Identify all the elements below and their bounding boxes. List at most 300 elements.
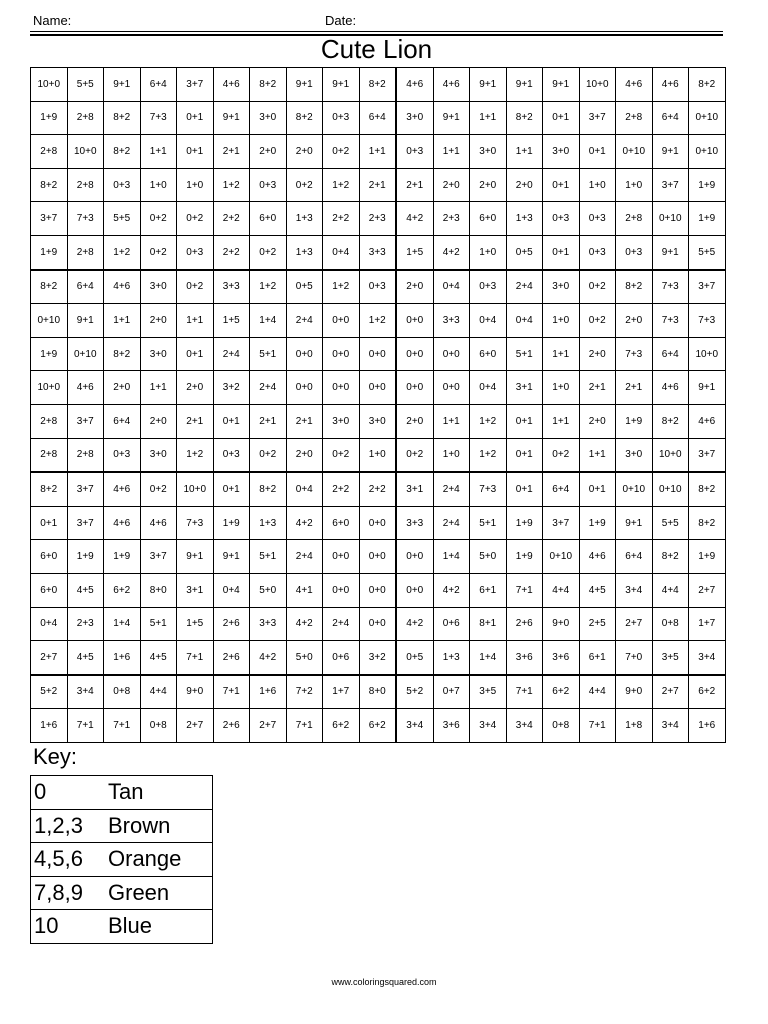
grid-cell: 2+0 — [616, 304, 653, 338]
grid-cell: 3+0 — [543, 135, 580, 169]
grid-cell: 0+0 — [323, 573, 360, 607]
grid-cell: 3+6 — [433, 709, 470, 743]
grid-cell: 1+9 — [689, 202, 726, 236]
grid-cell: 0+10 — [689, 135, 726, 169]
grid-cell: 0+0 — [396, 304, 433, 338]
grid-cell: 1+4 — [250, 304, 287, 338]
grid-cell: 0+6 — [323, 641, 360, 675]
grid-cell: 1+6 — [250, 675, 287, 709]
grid-cell: 8+2 — [104, 101, 141, 135]
key-values: 0 — [31, 776, 109, 810]
grid-cell: 2+7 — [616, 607, 653, 641]
grid-cell: 0+1 — [543, 101, 580, 135]
grid-cell: 10+0 — [177, 472, 214, 506]
grid-cell: 9+1 — [177, 540, 214, 574]
grid-cell: 5+1 — [506, 337, 543, 371]
grid-cell: 1+0 — [543, 304, 580, 338]
grid-cell: 7+1 — [286, 709, 323, 743]
grid-cell: 9+1 — [506, 68, 543, 102]
grid-cell: 1+3 — [433, 641, 470, 675]
grid-cell: 0+5 — [286, 270, 323, 304]
grid-cell: 5+5 — [67, 68, 104, 102]
grid-cell: 4+6 — [652, 371, 689, 405]
grid-cell: 0+0 — [359, 540, 396, 574]
grid-cell: 0+0 — [396, 573, 433, 607]
grid-cell: 9+1 — [433, 101, 470, 135]
grid-cell: 2+6 — [213, 607, 250, 641]
grid-cell: 0+7 — [433, 675, 470, 709]
grid-cell: 2+0 — [140, 404, 177, 438]
grid-cell: 1+1 — [470, 101, 507, 135]
grid-cell: 10+0 — [31, 371, 68, 405]
grid-cell: 2+4 — [286, 540, 323, 574]
grid-cell: 0+6 — [433, 607, 470, 641]
grid-cell: 4+2 — [286, 607, 323, 641]
grid-cell: 0+2 — [579, 304, 616, 338]
grid-cell: 2+0 — [579, 337, 616, 371]
grid-cell: 8+2 — [689, 472, 726, 506]
grid-cell: 0+3 — [579, 202, 616, 236]
grid-cell: 1+2 — [250, 270, 287, 304]
grid-cell: 3+0 — [359, 404, 396, 438]
grid-row — [31, 641, 726, 675]
grid-row — [31, 68, 726, 102]
grid-cell: 0+0 — [433, 337, 470, 371]
grid-cell: 0+8 — [104, 675, 141, 709]
grid-cell: 2+1 — [177, 404, 214, 438]
grid-row — [31, 472, 726, 506]
grid-cell: 9+1 — [470, 68, 507, 102]
grid-cell: 2+1 — [250, 404, 287, 438]
grid-cell: 2+3 — [67, 607, 104, 641]
grid-cell: 3+7 — [177, 68, 214, 102]
grid-cell: 4+1 — [286, 573, 323, 607]
grid-cell: 0+1 — [543, 235, 580, 269]
grid-row — [31, 135, 726, 169]
grid-cell: 2+7 — [689, 573, 726, 607]
grid-cell: 2+0 — [286, 438, 323, 472]
grid-cell: 1+0 — [359, 438, 396, 472]
grid-cell: 0+5 — [396, 641, 433, 675]
worksheet-title: Cute Lion — [320, 34, 433, 64]
grid-cell: 0+2 — [177, 202, 214, 236]
grid-cell: 0+0 — [286, 371, 323, 405]
grid-row — [31, 573, 726, 607]
key-row — [31, 876, 213, 910]
key-row — [31, 809, 213, 843]
name-label: Name: — [33, 13, 72, 28]
grid-cell: 2+6 — [506, 607, 543, 641]
key-label: Key: — [33, 744, 78, 769]
grid-cell: 1+9 — [689, 168, 726, 202]
grid-cell: 1+5 — [177, 607, 214, 641]
grid-cell: 2+4 — [506, 270, 543, 304]
grid-row — [31, 675, 726, 709]
grid-cell: 10+0 — [689, 337, 726, 371]
grid-cell: 0+1 — [31, 506, 68, 540]
grid-cell: 0+0 — [396, 540, 433, 574]
grid-cell: 0+0 — [359, 371, 396, 405]
color-key-table — [30, 775, 213, 944]
key-color: Tan — [108, 776, 213, 810]
grid-cell: 2+0 — [396, 404, 433, 438]
grid-cell: 3+5 — [652, 641, 689, 675]
grid-cell: 2+0 — [286, 135, 323, 169]
grid-cell: 6+0 — [31, 540, 68, 574]
grid-cell: 3+0 — [470, 135, 507, 169]
grid-cell: 7+3 — [652, 304, 689, 338]
grid-cell: 2+0 — [579, 404, 616, 438]
grid-cell: 6+1 — [579, 641, 616, 675]
grid-cell: 3+0 — [250, 101, 287, 135]
grid-cell: 4+6 — [104, 270, 141, 304]
grid-cell: 1+4 — [470, 641, 507, 675]
grid-cell: 5+5 — [652, 506, 689, 540]
grid-cell: 8+2 — [31, 270, 68, 304]
grid-cell: 4+6 — [213, 68, 250, 102]
grid-cell: 3+7 — [140, 540, 177, 574]
grid-cell: 1+2 — [470, 438, 507, 472]
grid-cell: 4+2 — [396, 202, 433, 236]
grid-cell: 2+1 — [359, 168, 396, 202]
grid-cell: 8+2 — [104, 337, 141, 371]
grid-cell: 7+3 — [140, 101, 177, 135]
grid-cell: 8+2 — [652, 404, 689, 438]
grid-cell: 2+7 — [177, 709, 214, 743]
grid-cell: 8+2 — [616, 270, 653, 304]
grid-cell: 7+1 — [579, 709, 616, 743]
grid-cell: 2+0 — [433, 168, 470, 202]
key-values: 1,2,3 — [31, 809, 109, 843]
grid-cell: 1+9 — [31, 337, 68, 371]
grid-cell: 6+2 — [689, 675, 726, 709]
grid-cell: 1+2 — [213, 168, 250, 202]
grid-cell: 0+2 — [140, 472, 177, 506]
grid-cell: 9+1 — [67, 304, 104, 338]
grid-cell: 1+5 — [396, 235, 433, 269]
grid-cell: 8+2 — [689, 68, 726, 102]
grid-cell: 0+2 — [250, 438, 287, 472]
grid-cell: 3+1 — [396, 472, 433, 506]
grid-cell: 2+0 — [470, 168, 507, 202]
grid-cell: 1+0 — [177, 168, 214, 202]
grid-cell: 7+1 — [67, 709, 104, 743]
grid-cell: 4+6 — [652, 68, 689, 102]
grid-cell: 0+1 — [506, 438, 543, 472]
grid-cell: 2+4 — [250, 371, 287, 405]
grid-cell: 2+7 — [31, 641, 68, 675]
grid-cell: 0+3 — [470, 270, 507, 304]
grid-cell: 7+0 — [616, 641, 653, 675]
grid-cell: 5+0 — [470, 540, 507, 574]
grid-cell: 0+2 — [579, 270, 616, 304]
grid-cell: 0+10 — [616, 472, 653, 506]
grid-cell: 3+3 — [359, 235, 396, 269]
grid-cell: 3+4 — [652, 709, 689, 743]
grid-cell: 2+8 — [31, 404, 68, 438]
grid-cell: 2+0 — [177, 371, 214, 405]
grid-cell: 3+7 — [67, 506, 104, 540]
grid-cell: 2+3 — [359, 202, 396, 236]
grid-cell: 3+4 — [396, 709, 433, 743]
grid-cell: 7+1 — [177, 641, 214, 675]
grid-cell: 6+2 — [104, 573, 141, 607]
grid-cell: 3+7 — [579, 101, 616, 135]
grid-cell: 0+8 — [543, 709, 580, 743]
grid-cell: 2+0 — [396, 270, 433, 304]
grid-cell: 1+1 — [140, 371, 177, 405]
grid-row — [31, 270, 726, 304]
grid-cell: 3+6 — [506, 641, 543, 675]
grid-cell: 2+8 — [616, 202, 653, 236]
grid-cell: 2+0 — [140, 304, 177, 338]
grid-cell: 9+1 — [104, 68, 141, 102]
grid-cell: 0+3 — [104, 438, 141, 472]
grid-cell: 2+8 — [67, 101, 104, 135]
grid-cell: 7+2 — [286, 675, 323, 709]
grid-cell: 6+4 — [616, 540, 653, 574]
grid-cell: 3+3 — [213, 270, 250, 304]
grid-cell: 0+4 — [286, 472, 323, 506]
grid-cell: 7+1 — [213, 675, 250, 709]
grid-cell: 8+2 — [286, 101, 323, 135]
grid-cell: 1+8 — [616, 709, 653, 743]
grid-cell: 3+3 — [433, 304, 470, 338]
grid-cell: 0+3 — [616, 235, 653, 269]
grid-cell: 2+2 — [323, 202, 360, 236]
grid-cell: 1+1 — [579, 438, 616, 472]
grid-cell: 2+1 — [213, 135, 250, 169]
grid-cell: 1+1 — [359, 135, 396, 169]
grid-cell: 1+2 — [177, 438, 214, 472]
grid-cell: 10+0 — [31, 68, 68, 102]
grid-cell: 5+1 — [140, 607, 177, 641]
grid-cell: 0+0 — [433, 371, 470, 405]
grid-cell: 1+0 — [543, 371, 580, 405]
grid-cell: 6+0 — [470, 202, 507, 236]
grid-cell: 0+0 — [396, 337, 433, 371]
grid-cell: 1+9 — [616, 404, 653, 438]
grid-cell: 6+0 — [470, 337, 507, 371]
grid-cell: 3+6 — [543, 641, 580, 675]
grid-cell: 0+10 — [652, 202, 689, 236]
grid-cell: 9+0 — [177, 675, 214, 709]
grid-cell: 8+2 — [359, 68, 396, 102]
grid-cell: 9+1 — [652, 135, 689, 169]
grid-cell: 3+0 — [140, 438, 177, 472]
grid-cell: 4+4 — [579, 675, 616, 709]
grid-cell: 4+6 — [104, 472, 141, 506]
grid-cell: 4+6 — [689, 404, 726, 438]
grid-cell: 0+3 — [104, 168, 141, 202]
grid-cell: 0+3 — [579, 235, 616, 269]
grid-row — [31, 438, 726, 472]
grid-cell: 8+1 — [470, 607, 507, 641]
key-row — [31, 776, 213, 810]
grid-cell: 5+5 — [104, 202, 141, 236]
grid-row — [31, 337, 726, 371]
key-row — [31, 910, 213, 944]
grid-cell: 1+6 — [689, 709, 726, 743]
grid-cell: 2+6 — [213, 641, 250, 675]
grid-cell: 10+0 — [67, 135, 104, 169]
grid-cell: 4+2 — [433, 235, 470, 269]
grid-cell: 0+0 — [396, 371, 433, 405]
grid-row — [31, 101, 726, 135]
grid-cell: 3+2 — [359, 641, 396, 675]
grid-cell: 0+10 — [689, 101, 726, 135]
grid-cell: 2+2 — [323, 472, 360, 506]
grid-cell: 3+3 — [396, 506, 433, 540]
grid-cell: 3+4 — [67, 675, 104, 709]
grid-cell: 1+6 — [31, 709, 68, 743]
grid-cell: 6+4 — [652, 101, 689, 135]
grid-cell: 2+1 — [286, 404, 323, 438]
grid-cell: 0+4 — [31, 607, 68, 641]
grid-cell: 0+1 — [177, 337, 214, 371]
grid-cell: 3+7 — [67, 472, 104, 506]
grid-cell: 9+1 — [652, 235, 689, 269]
grid-cell: 0+10 — [652, 472, 689, 506]
header-rule — [30, 31, 723, 32]
grid-cell: 4+2 — [286, 506, 323, 540]
grid-cell: 2+8 — [31, 438, 68, 472]
grid-cell: 6+0 — [250, 202, 287, 236]
grid-cell: 2+4 — [433, 506, 470, 540]
grid-cell: 0+3 — [213, 438, 250, 472]
grid-cell: 6+2 — [359, 709, 396, 743]
grid-cell: 1+2 — [323, 168, 360, 202]
grid-cell: 0+0 — [323, 540, 360, 574]
grid-cell: 0+0 — [323, 304, 360, 338]
grid-cell: 8+2 — [250, 472, 287, 506]
grid-cell: 4+6 — [140, 506, 177, 540]
grid-cell: 0+4 — [433, 270, 470, 304]
grid-cell: 4+4 — [140, 675, 177, 709]
grid-cell: 0+3 — [250, 168, 287, 202]
grid-cell: 8+2 — [689, 506, 726, 540]
grid-cell: 0+0 — [359, 506, 396, 540]
grid-cell: 1+3 — [286, 202, 323, 236]
grid-cell: 4+6 — [104, 506, 141, 540]
grid-cell: 8+0 — [140, 573, 177, 607]
grid-cell: 3+0 — [616, 438, 653, 472]
grid-cell: 5+1 — [250, 540, 287, 574]
grid-cell: 0+2 — [323, 438, 360, 472]
grid-cell: 2+1 — [579, 371, 616, 405]
grid-cell: 2+4 — [323, 607, 360, 641]
grid-cell: 0+4 — [470, 304, 507, 338]
grid-cell: 4+2 — [433, 573, 470, 607]
grid-cell: 6+4 — [67, 270, 104, 304]
grid-cell: 8+2 — [250, 68, 287, 102]
key-values: 10 — [31, 910, 109, 944]
grid-cell: 0+4 — [213, 573, 250, 607]
grid-cell: 0+3 — [396, 135, 433, 169]
grid-cell: 9+1 — [323, 68, 360, 102]
grid-cell: 8+2 — [652, 540, 689, 574]
grid-cell: 3+0 — [323, 404, 360, 438]
grid-cell: 4+5 — [579, 573, 616, 607]
grid-cell: 0+0 — [359, 607, 396, 641]
grid-cell: 1+0 — [140, 168, 177, 202]
grid-cell: 4+5 — [140, 641, 177, 675]
grid-cell: 0+3 — [177, 235, 214, 269]
grid-cell: 1+2 — [104, 235, 141, 269]
grid-cell: 1+7 — [323, 675, 360, 709]
grid-cell: 3+1 — [177, 573, 214, 607]
grid-cell: 5+0 — [286, 641, 323, 675]
grid-cell: 5+2 — [396, 675, 433, 709]
grid-cell: 0+1 — [213, 472, 250, 506]
puzzle-grid — [30, 67, 726, 743]
grid-row — [31, 235, 726, 269]
key-color: Orange — [108, 843, 213, 877]
grid-cell: 0+2 — [286, 168, 323, 202]
grid-cell: 7+3 — [652, 270, 689, 304]
grid-cell: 1+0 — [433, 438, 470, 472]
grid-cell: 2+2 — [213, 202, 250, 236]
grid-cell: 0+8 — [652, 607, 689, 641]
key-row — [31, 843, 213, 877]
grid-cell: 3+4 — [506, 709, 543, 743]
grid-cell: 3+7 — [67, 404, 104, 438]
grid-cell: 4+6 — [67, 371, 104, 405]
grid-row — [31, 404, 726, 438]
grid-cell: 5+0 — [250, 573, 287, 607]
grid-cell: 3+7 — [31, 202, 68, 236]
grid-cell: 1+1 — [433, 135, 470, 169]
grid-cell: 10+0 — [579, 68, 616, 102]
grid-cell: 0+1 — [579, 472, 616, 506]
grid-cell: 0+4 — [323, 235, 360, 269]
grid-cell: 0+1 — [506, 404, 543, 438]
grid-cell: 2+8 — [616, 101, 653, 135]
grid-cell: 6+0 — [323, 506, 360, 540]
grid-cell: 6+1 — [470, 573, 507, 607]
grid-cell: 4+6 — [616, 68, 653, 102]
grid-cell: 8+0 — [359, 675, 396, 709]
grid-cell: 0+10 — [616, 135, 653, 169]
grid-cell: 9+1 — [689, 371, 726, 405]
grid-cell: 2+4 — [286, 304, 323, 338]
grid-cell: 3+7 — [689, 270, 726, 304]
grid-cell: 8+2 — [31, 168, 68, 202]
grid-cell: 6+4 — [359, 101, 396, 135]
grid-cell: 10+0 — [652, 438, 689, 472]
grid-cell: 7+3 — [616, 337, 653, 371]
grid-cell: 7+1 — [104, 709, 141, 743]
grid-cell: 1+9 — [213, 506, 250, 540]
grid-row — [31, 371, 726, 405]
key-color: Green — [108, 876, 213, 910]
grid-cell: 2+2 — [213, 235, 250, 269]
grid-cell: 0+0 — [323, 337, 360, 371]
grid-cell: 1+1 — [177, 304, 214, 338]
grid-cell: 6+4 — [652, 337, 689, 371]
grid-cell: 3+2 — [213, 371, 250, 405]
grid-cell: 9+1 — [213, 101, 250, 135]
grid-cell: 0+5 — [506, 235, 543, 269]
grid-cell: 9+0 — [616, 675, 653, 709]
grid-cell: 4+6 — [396, 68, 433, 102]
grid-cell: 9+1 — [616, 506, 653, 540]
grid-row — [31, 709, 726, 743]
grid-cell: 1+1 — [104, 304, 141, 338]
grid-cell: 3+7 — [689, 438, 726, 472]
grid-cell: 6+0 — [31, 573, 68, 607]
grid-cell: 2+7 — [250, 709, 287, 743]
